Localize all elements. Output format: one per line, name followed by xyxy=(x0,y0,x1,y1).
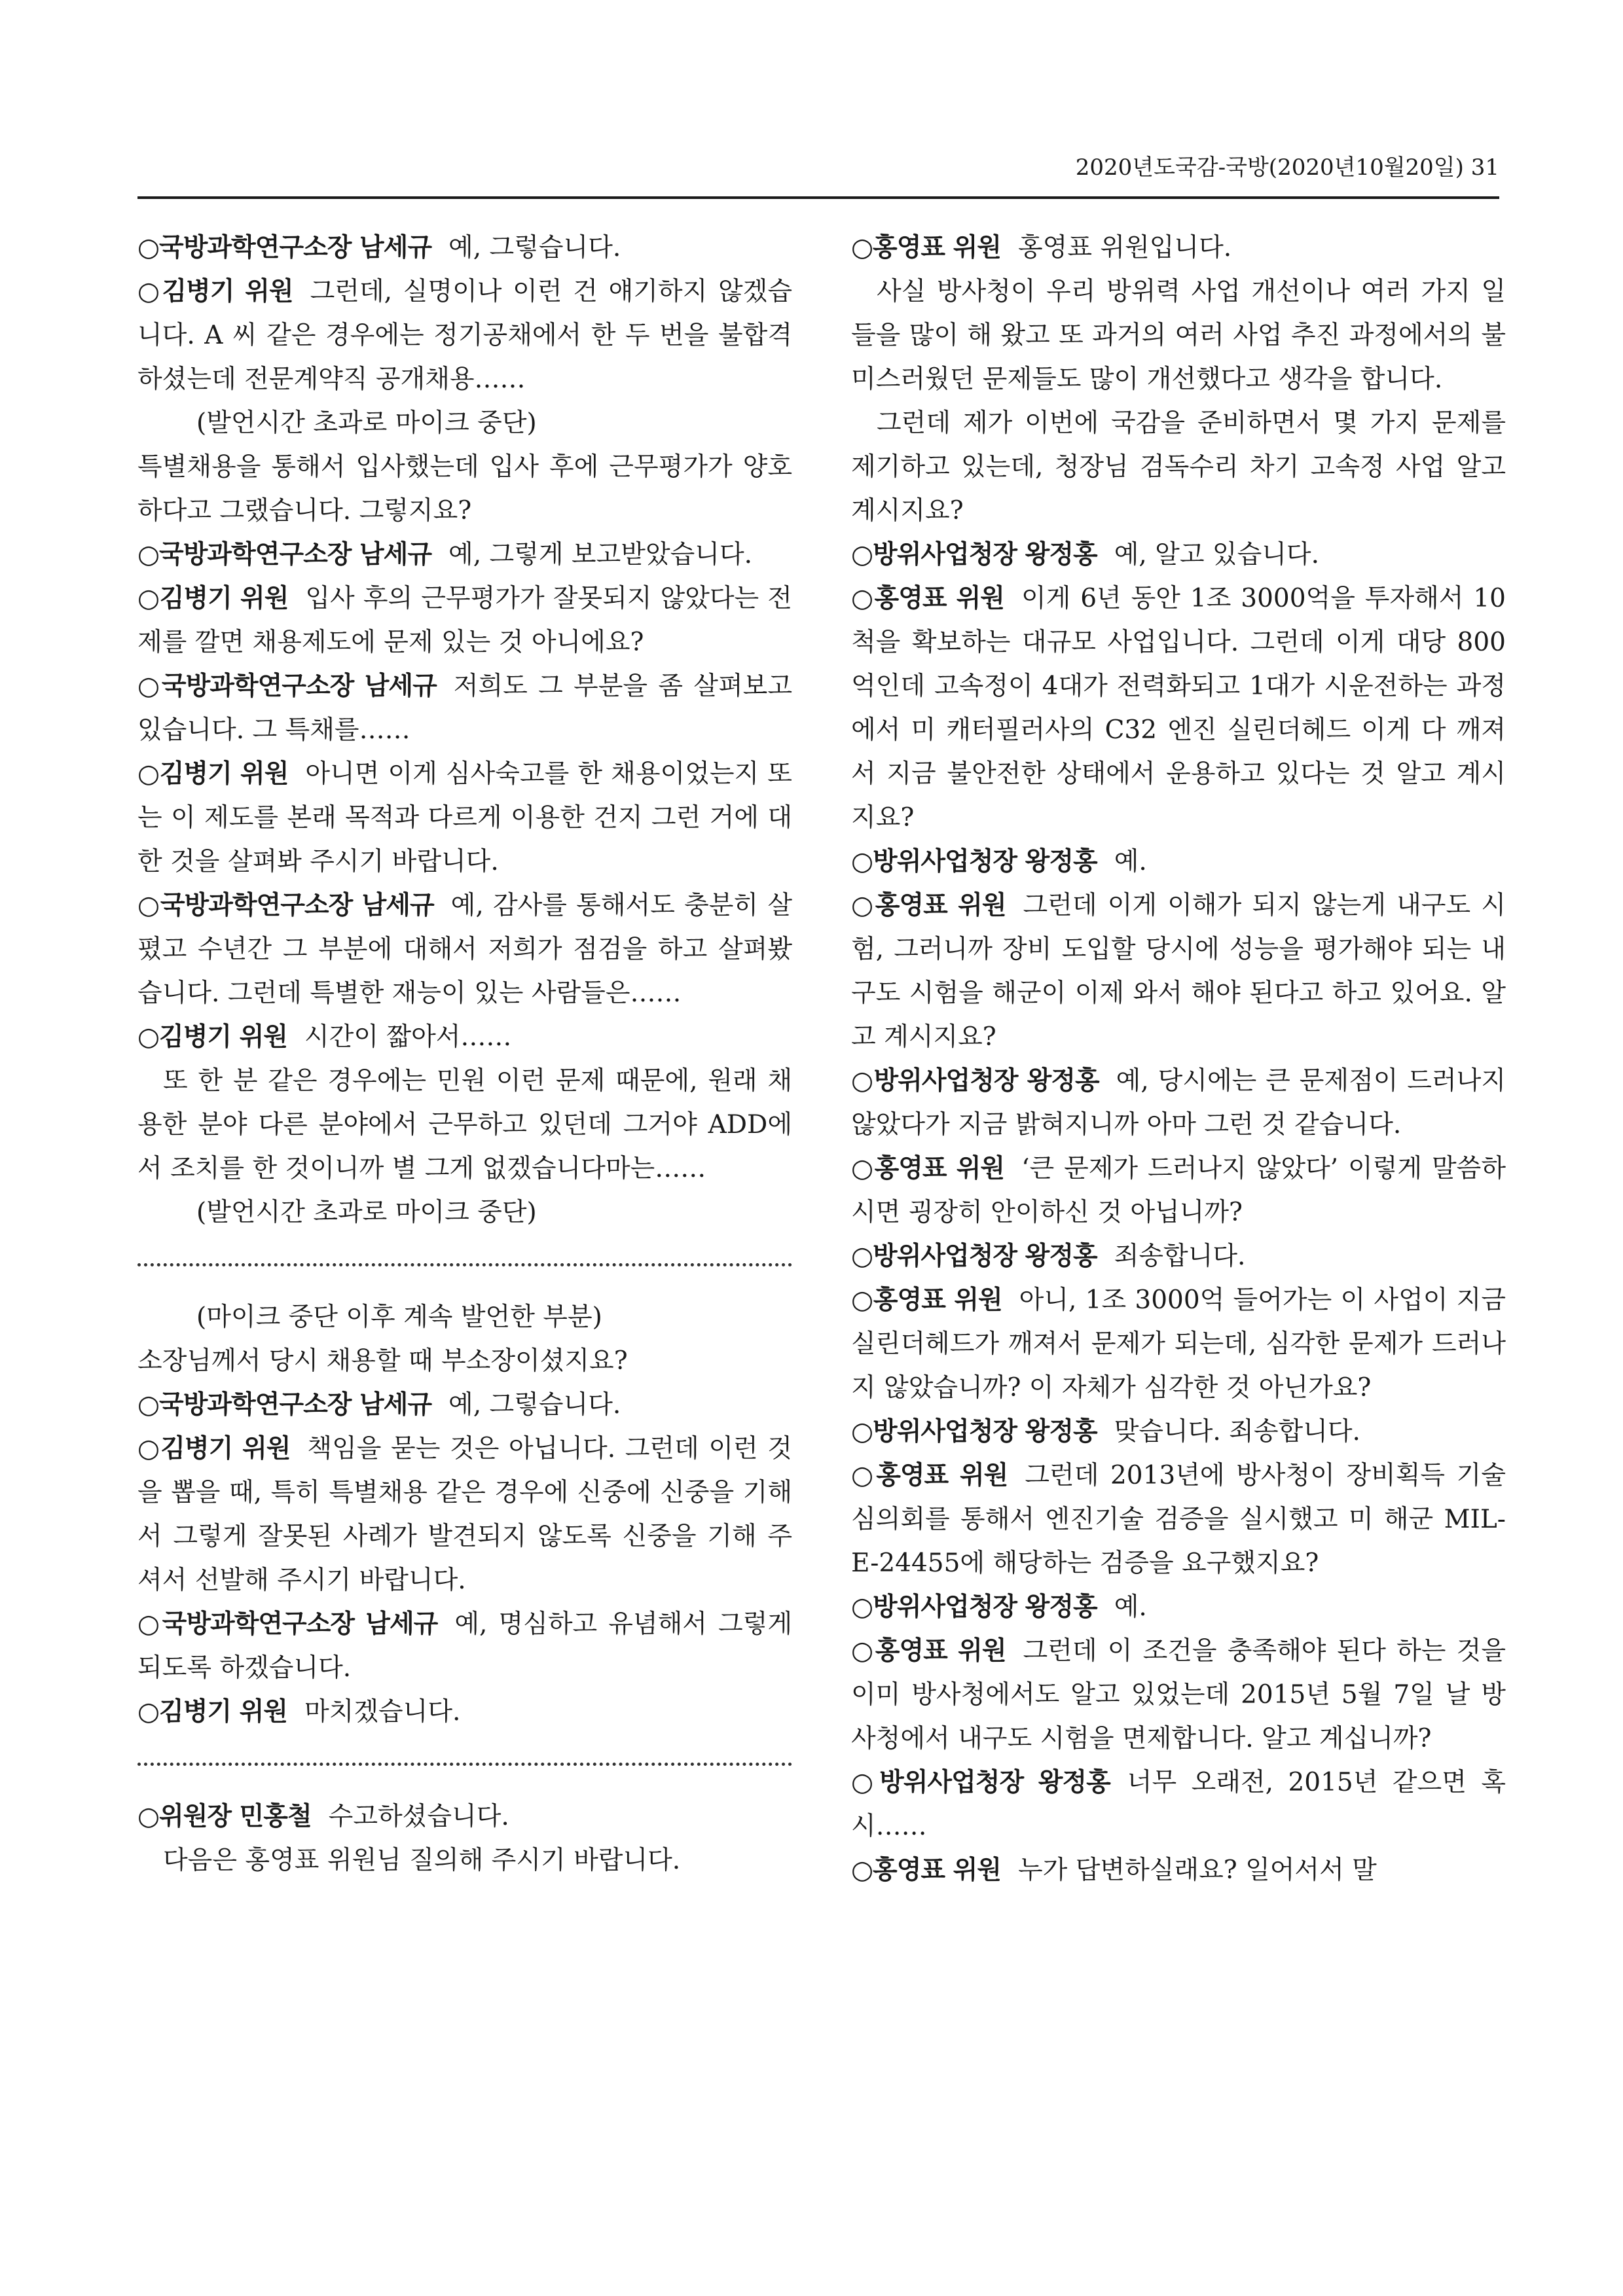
speech-text: 예, 그렇습니다. xyxy=(448,233,621,262)
speech-entry xyxy=(137,1795,792,1839)
speaker-name: ○방위사업청장 왕정홍 xyxy=(851,1417,1097,1446)
speaker-name: ○김병기 위원 xyxy=(137,759,289,789)
stage-note: (발언시간 초과로 마이크 중단) xyxy=(196,408,537,438)
speech-entry xyxy=(137,577,792,664)
speech-text: 예, 명심하고 유념해서 그렇게 되도록 하겠습니다. xyxy=(137,1609,792,1683)
speech-text: 예, 그렇게 보고받았습니다. xyxy=(448,540,753,569)
speech-text: 누가 답변하실래요? 일어서서 말 xyxy=(1017,1856,1377,1885)
speaker-name: ○국방과학연구소장 남세규 xyxy=(137,540,432,569)
speaker-name: ○국방과학연구소장 남세규 xyxy=(137,1390,432,1420)
section-divider xyxy=(137,1263,792,1266)
speaker-name: ○국방과학연구소장 남세규 xyxy=(137,1609,438,1639)
speech-text: 아니, 1조 3000억 들어가는 이 사업이 지금 실린더헤드가 깨져서 문제가 되는데, 심각한 문제가 드러나지 않았습니까? 이 자체가 심각한 것 아닌가요? xyxy=(851,1285,1506,1403)
speaker-name: ○국방과학연구소장 남세규 xyxy=(137,891,434,920)
speaker-name: ○위원장 민홍철 xyxy=(137,1802,312,1831)
speaker-name: ○김병기 위원 xyxy=(137,1434,291,1463)
speaker-name: ○방위사업청장 왕정홍 xyxy=(851,540,1097,569)
speech-entry xyxy=(851,1147,1506,1234)
speech-text: 저희도 그 부분을 좀 살펴보고 있습니다. 그 특채를…… xyxy=(137,672,792,745)
header-text: 2020년도국감-국방(2020년10월20일) 31 xyxy=(1075,154,1499,181)
speech-text: 수고하셨습니다. xyxy=(328,1802,509,1831)
speaker-name: ○홍영표 위원 xyxy=(851,233,1001,262)
speech-entry xyxy=(137,1383,792,1427)
speech-text: 아니면 이게 심사숙고를 한 채용이었는지 또는 이 제도를 본래 목적과 다르게 이용한 건지 그런 거에 대한 것을 살펴봐 주시기 바랍니다. xyxy=(137,759,792,876)
speech-entry xyxy=(851,1848,1506,1892)
speech-entry xyxy=(851,1454,1506,1585)
speech-entry xyxy=(137,1015,792,1059)
speech-entry xyxy=(851,1761,1506,1848)
speech-entry xyxy=(137,1690,792,1734)
speaker-name: ○홍영표 위원 xyxy=(851,1461,1008,1490)
speaker-name: ○김병기 위원 xyxy=(137,584,289,613)
speech-entry xyxy=(137,884,792,1015)
speech-entry xyxy=(137,1427,792,1602)
section-divider xyxy=(137,1763,792,1766)
speech-entry xyxy=(851,1629,1506,1761)
speech-entry xyxy=(851,840,1506,884)
speech-text: 홍영표 위원입니다. xyxy=(1017,233,1232,262)
speech-entry xyxy=(851,1410,1506,1454)
paragraph: 다음은 홍영표 위원님 질의해 주시기 바랍니다. xyxy=(163,1846,681,1875)
page-header xyxy=(137,149,1499,199)
speech-entry xyxy=(137,1602,792,1690)
speaker-name: ○국방과학연구소장 남세규 xyxy=(137,672,437,701)
speech-entry xyxy=(137,226,792,270)
speaker-name: ○김병기 위원 xyxy=(137,1022,287,1052)
speech-entry xyxy=(137,664,792,752)
speech-text: 그런데, 실명이나 이런 건 얘기하지 않겠습니다. A 씨 같은 경우에는 정기공채에서 한 두 번을 불합격하셨는데 전문계약직 공개채용…… xyxy=(137,277,793,394)
speech-entry xyxy=(851,1059,1506,1147)
speech-entry xyxy=(137,752,792,884)
speaker-name: ○방위사업청장 왕정홍 xyxy=(851,847,1097,876)
speech-text: 시간이 짧아서…… xyxy=(304,1022,512,1052)
speech-entry xyxy=(851,884,1506,1059)
stage-note: (발언시간 초과로 마이크 중단) xyxy=(196,1198,537,1227)
speech-text: 예. xyxy=(1114,847,1147,876)
speaker-name: ○방위사업청장 왕정홍 xyxy=(851,1066,1099,1096)
speaker-name: ○홍영표 위원 xyxy=(851,1154,1005,1183)
speech-text: 예. xyxy=(1114,1592,1147,1622)
right-column xyxy=(851,226,1506,1892)
speech-text: 그런데 이게 이해가 되지 않는게 내구도 시험, 그러니까 장비 도입할 당시에 성능을 평가해야 되는 내구도 시험을 해군이 이제 와서 해야 된다고 하고 있어요. 알고 계시지요? xyxy=(851,891,1506,1052)
speech-text: 예, 감사를 통해서도 충분히 살폈고 수년간 그 부분에 대해서 저희가 점검을 하고 살펴봤습니다. 그런데 특별한 재능이 있는 사람들은…… xyxy=(137,891,792,1008)
speaker-name: ○김병기 위원 xyxy=(137,1697,287,1727)
speech-text: 죄송합니다. xyxy=(1114,1242,1246,1271)
speech-entry xyxy=(851,533,1506,577)
speech-text: 예, 당시에는 큰 문제점이 드러나지 않았다가 지금 밝혀지니까 아마 그런 것 같습니다. xyxy=(851,1066,1506,1139)
speech-text: 입사 후의 근무평가가 잘못되지 않았다는 전제를 깔면 채용제도에 문제 있는 것 아니에요? xyxy=(137,584,792,657)
speech-text: 마치겠습니다. xyxy=(304,1697,461,1727)
stage-note: (마이크 중단 이후 계속 발언한 부분) xyxy=(196,1302,602,1332)
speech-text: 예, 알고 있습니다. xyxy=(1114,540,1319,569)
speaker-name: ○방위사업청장 왕정홍 xyxy=(851,1242,1097,1271)
speech-text: 그런데 이 조건을 충족해야 된다 하는 것을 이미 방사청에서도 알고 있었는데 2015년 5월 7일 날 방사청에서 내구도 시험을 면제합니다. 알고 계십니까? xyxy=(851,1636,1506,1753)
paragraph: 소장님께서 당시 채용할 때 부소장이셨지요? xyxy=(137,1346,628,1376)
paragraph: 사실 방사청이 우리 방위력 사업 개선이나 여러 가지 일들을 많이 해 왔고 또 과거의 여러 사업 추진 과정에서의 불미스러웠던 문제들도 많이 개선했다고 생각을 합니다. xyxy=(851,277,1506,394)
speech-entry xyxy=(851,226,1506,270)
left-column xyxy=(137,226,792,1882)
speaker-name: ○방위사업청장 왕정홍 xyxy=(851,1592,1097,1622)
paragraph: 또 한 분 같은 경우에는 민원 이런 문제 때문에, 원래 채용한 분야 다른 분야에서 근무하고 있던데 그거야 ADD에서 조치를 한 것이니까 별 그게 없겠습니다마는…… xyxy=(137,1066,792,1183)
speech-text: 너무 오래전, 2015년 같으면 혹시…… xyxy=(851,1768,1506,1841)
speaker-name: ○홍영표 위원 xyxy=(851,1636,1006,1666)
speech-entry xyxy=(851,1278,1506,1410)
speaker-name: ○홍영표 위원 xyxy=(851,891,1006,920)
speech-entry xyxy=(851,577,1506,840)
speaker-name: ○방위사업청장 왕정홍 xyxy=(851,1768,1110,1797)
speech-text: 책임을 묻는 것은 아닙니다. 그런데 이런 것을 뽑을 때, 특히 특별채용 같은 경우에 신중에 신중을 기해서 그렇게 잘못된 사례가 발견되지 않도록 신중을 기해 주셔서 선발해 주시기 바랍니다. xyxy=(137,1434,792,1595)
speaker-name: ○홍영표 위원 xyxy=(851,1285,1002,1315)
speech-text: 그런데 2013년에 방사청이 장비획득 기술심의회를 통해서 엔진기술 검증을 실시했고 미 해군 MIL-E-24455에 해당하는 검증을 요구했지요? xyxy=(851,1461,1506,1578)
speech-entry xyxy=(851,1585,1506,1629)
speech-text: ‘큰 문제가 드러나지 않았다’ 이렇게 말씀하시면 굉장히 안이하신 것 아닙니까? xyxy=(851,1154,1506,1227)
speaker-name: ○홍영표 위원 xyxy=(851,1856,1001,1885)
speech-text: 예, 그렇습니다. xyxy=(448,1390,621,1420)
paragraph: 그런데 제가 이번에 국감을 준비하면서 몇 가지 문제를 제기하고 있는데, 청장님 검독수리 차기 고속정 사업 알고 계시지요? xyxy=(851,408,1506,526)
speech-entry xyxy=(137,270,792,401)
speech-entry xyxy=(851,1234,1506,1278)
paragraph: 특별채용을 통해서 입사했는데 입사 후에 근무평가가 양호하다고 그랬습니다. 그렇지요? xyxy=(137,452,792,526)
speaker-name: ○국방과학연구소장 남세규 xyxy=(137,233,432,262)
speaker-name: ○김병기 위원 xyxy=(137,277,293,306)
speech-text: 맞습니다. 죄송합니다. xyxy=(1114,1417,1360,1446)
speaker-name: ○홍영표 위원 xyxy=(851,584,1004,613)
speech-entry xyxy=(137,533,792,577)
speech-text: 이게 6년 동안 1조 3000억을 투자해서 10척을 확보하는 대규모 사업입니다. 그런데 이게 대당 800억인데 고속정이 4대가 전력화되고 1대가 시운전하는 과정에서 미 캐터필러사의 C32 엔진 실린더헤드 이게 다 깨져서 지금 불안전한 상태에서 운용하고 있다는 것 알고 계시지요? xyxy=(851,584,1506,833)
